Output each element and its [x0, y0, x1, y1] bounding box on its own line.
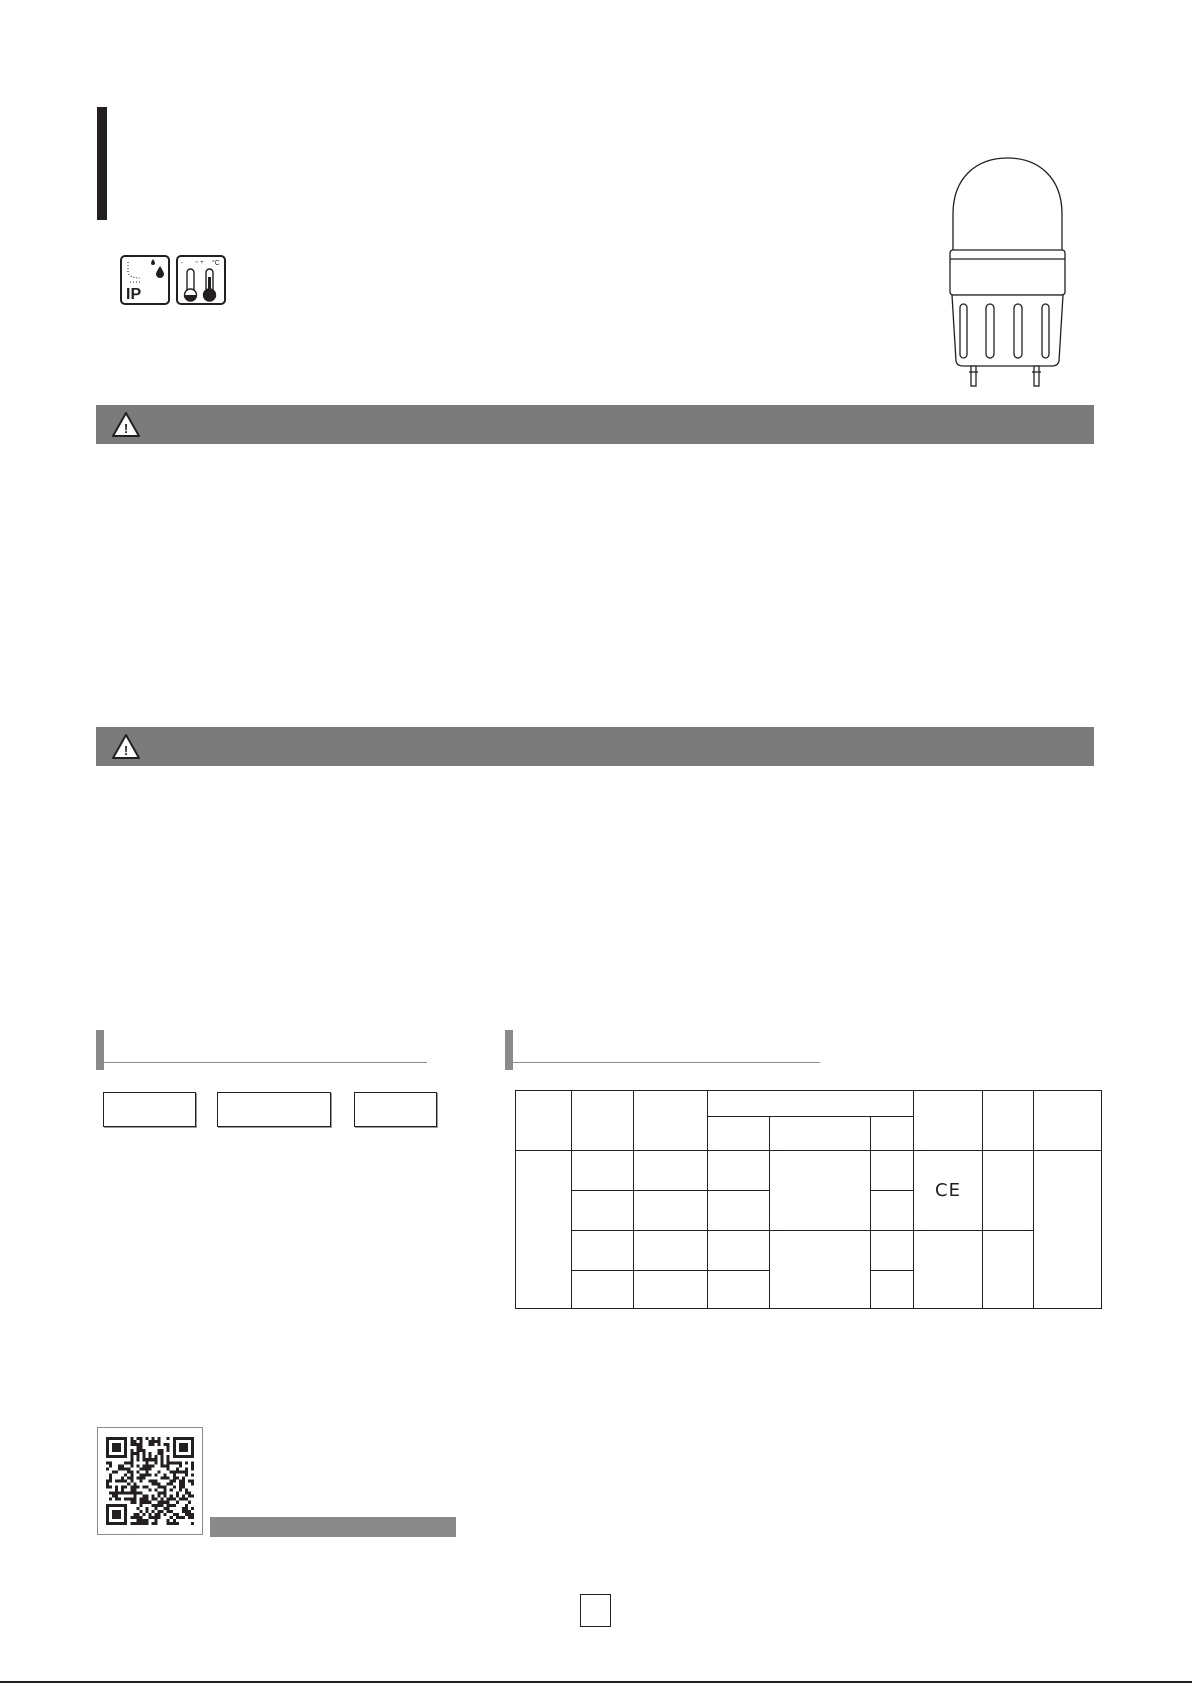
- warning-symbol: !: [123, 421, 129, 436]
- qr-caption-bar: [210, 1517, 456, 1537]
- spec-section-marker: [505, 1030, 513, 1070]
- table-cell: [572, 1151, 634, 1191]
- spec-table: [515, 1090, 1102, 1309]
- title-accent-bar: [97, 107, 107, 220]
- table-header-cell: [914, 1091, 983, 1151]
- table-cell: [871, 1151, 914, 1191]
- signal-light-illustration: [946, 156, 1069, 387]
- warning-symbol: !: [123, 743, 129, 758]
- table-cell: [1034, 1151, 1102, 1309]
- table-cell: [871, 1231, 914, 1271]
- ip-label: IP: [126, 286, 142, 303]
- warning-triangle-icon: [111, 411, 141, 438]
- order-code-box: [217, 1092, 331, 1127]
- table-cell: [871, 1191, 914, 1231]
- table-header-cell: [634, 1091, 708, 1151]
- table-header-cell: [572, 1091, 634, 1151]
- table-row: [516, 1231, 1102, 1271]
- table-cell: [634, 1151, 708, 1191]
- table-cell: [708, 1151, 770, 1191]
- table-cell: [708, 1191, 770, 1231]
- table-cell: [634, 1231, 708, 1271]
- table-cell: [983, 1151, 1034, 1231]
- table-cell: [572, 1191, 634, 1231]
- table-cell: [708, 1231, 770, 1271]
- warning-triangle-icon: [111, 733, 141, 760]
- table-cell: [871, 1271, 914, 1309]
- temp-range-marker: ~ +: [195, 260, 204, 266]
- ordering-section-marker: [96, 1030, 104, 1070]
- table-row: [516, 1151, 1102, 1191]
- ce-mark: CE: [935, 1180, 961, 1201]
- temperature-range-icon: [176, 255, 226, 305]
- ce-mark-cell: [914, 1151, 983, 1231]
- table-header-cell: [983, 1091, 1034, 1151]
- table-cell: [572, 1271, 634, 1309]
- spec-section-rule: [513, 1062, 820, 1063]
- table-cell: [770, 1151, 871, 1231]
- table-cell: [516, 1151, 572, 1309]
- table-header-cell: [516, 1091, 572, 1151]
- page-number-box: [580, 1594, 611, 1627]
- ip-rating-icon: [120, 255, 170, 305]
- caution-header-bar: [96, 727, 1094, 766]
- table-header-cell: [1034, 1091, 1102, 1151]
- table-cell: [770, 1231, 871, 1309]
- temp-min-marker: -: [181, 260, 183, 266]
- ordering-section-rule: [104, 1062, 427, 1063]
- table-header-cell: [708, 1091, 914, 1117]
- order-code-box: [103, 1092, 196, 1127]
- table-header-row: [516, 1091, 1102, 1117]
- table-header-cell: [770, 1117, 871, 1151]
- table-cell: [572, 1231, 634, 1271]
- order-code-box: [354, 1092, 437, 1127]
- bottom-rule: [0, 1681, 1192, 1683]
- table-cell: [914, 1231, 983, 1309]
- table-cell: [983, 1231, 1034, 1309]
- table-cell: [708, 1271, 770, 1309]
- qr-code: [97, 1427, 203, 1535]
- table-cell: [634, 1191, 708, 1231]
- table-header-cell: [708, 1117, 770, 1151]
- qr-code-icon: [106, 1437, 194, 1525]
- table-cell: [634, 1271, 708, 1309]
- temp-unit: °C: [212, 260, 220, 267]
- table-header-cell: [871, 1117, 914, 1151]
- warning-header-bar: [96, 405, 1094, 444]
